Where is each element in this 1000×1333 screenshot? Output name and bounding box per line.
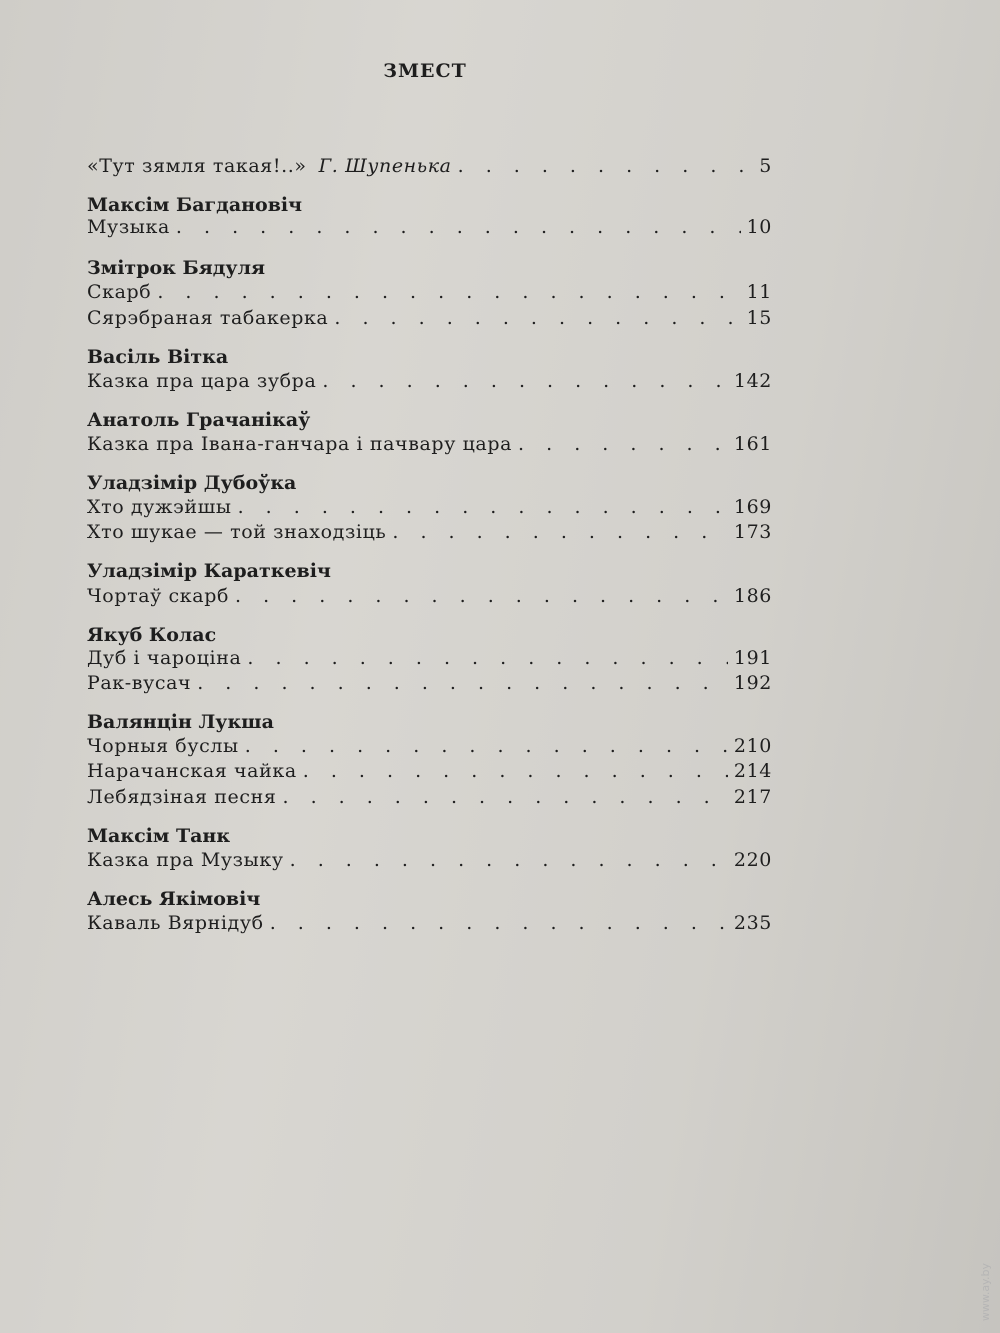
dot-leader: [322, 370, 728, 392]
watermark: www.ay.by: [979, 1263, 992, 1322]
dot-leader: [238, 496, 728, 518]
author-name: Якуб Колас: [87, 624, 217, 646]
toc-entry: [87, 849, 772, 875]
dot-leader: [176, 216, 741, 238]
page-number: 5: [759, 155, 772, 177]
page-number: 169: [733, 496, 772, 518]
entry-title: Скарб: [87, 281, 152, 303]
toc-entry: [87, 585, 772, 611]
page-number: 10: [746, 216, 772, 238]
toc-entry: [87, 281, 772, 307]
dot-leader: [518, 433, 728, 455]
dot-leader: [157, 281, 740, 303]
toc-entry: [87, 735, 772, 761]
toc-entry: [87, 307, 772, 333]
toc-entry: [87, 521, 772, 547]
entry-title: Дуб і чароціна: [87, 647, 242, 669]
author-name: Алесь Якімовіч: [87, 888, 261, 910]
dot-leader: [458, 155, 754, 177]
toc-entry: [87, 647, 772, 673]
dot-leader: [282, 786, 727, 808]
page-number: 161: [733, 433, 772, 455]
page-number: 142: [733, 370, 772, 392]
entry-title: Хто шукае — той знаходзіць: [87, 521, 387, 543]
toc-entry: [87, 370, 772, 396]
dot-leader: [197, 672, 728, 694]
dot-leader: [334, 307, 740, 329]
entry-title: «Тут зямля такая!..» Г. Шупенька: [87, 155, 452, 177]
toc-entry: [87, 433, 772, 459]
dot-leader: [235, 585, 728, 607]
toc-entry: [87, 496, 772, 522]
entry-title: Хто дужэйшы: [87, 496, 232, 518]
author-name: Анатоль Грачанікаў: [87, 409, 311, 431]
toc-entry: [87, 912, 772, 938]
page-number: 217: [733, 786, 772, 808]
dot-leader: [303, 760, 728, 782]
entry-title: Рак-вусач: [87, 672, 192, 694]
author-name: Уладзімір Дубоўка: [87, 472, 297, 494]
author-name: Змітрок Бядуля: [87, 257, 266, 279]
entry-title: Нарачанская чайка: [87, 760, 297, 782]
dot-leader: [270, 912, 728, 934]
page-number: 210: [733, 735, 772, 757]
author-name: Максім Танк: [87, 825, 231, 847]
entry-title: Казка пра Музыку: [87, 849, 284, 871]
page-title: ЗМЕСТ: [383, 60, 467, 82]
author-name: Максім Багдановіч: [87, 194, 303, 216]
dot-leader: [392, 521, 728, 543]
page-number: 186: [733, 585, 772, 607]
page-number: 214: [733, 760, 772, 782]
page-number: 220: [733, 849, 772, 871]
toc-entry: [87, 216, 772, 242]
page-number: 15: [746, 307, 772, 329]
toc-entry: [87, 760, 772, 786]
dot-leader: [245, 735, 728, 757]
entry-title: Каваль Вярнідуб: [87, 912, 264, 934]
page-number: 235: [733, 912, 772, 934]
toc-entry: [87, 786, 772, 812]
entry-title: Казка пра цара зубра: [87, 370, 317, 392]
entry-title: Музыка: [87, 216, 170, 238]
entry-title: Чортаў скарб: [87, 585, 229, 607]
page-number: 173: [733, 521, 772, 543]
intro-entry: [87, 155, 772, 181]
author-name: Васіль Вітка: [87, 346, 229, 368]
toc-entry: [87, 672, 772, 698]
dot-leader: [247, 647, 728, 669]
page-number: 11: [746, 281, 772, 303]
entry-author: Г. Шупенька: [318, 155, 452, 177]
page-number: 191: [733, 647, 772, 669]
author-name: Валянцін Лукша: [87, 711, 274, 733]
entry-title: Лебядзіная песня: [87, 786, 277, 808]
entry-title: Сярэбраная табакерка: [87, 307, 329, 329]
author-name: Уладзімір Караткевіч: [87, 560, 331, 582]
entry-title: Казка пра Івана-ганчара і пачвару цара: [87, 433, 513, 455]
dot-leader: [290, 849, 728, 871]
page-number: 192: [733, 672, 772, 694]
entry-title: Чорныя буслы: [87, 735, 239, 757]
